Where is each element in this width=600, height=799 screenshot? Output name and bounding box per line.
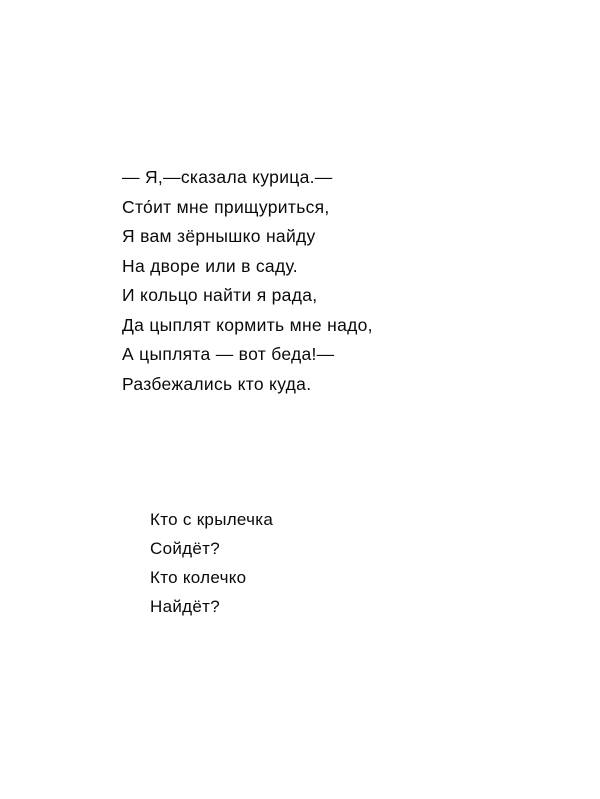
poem-line: А цыплята — вот беда!—: [122, 344, 335, 364]
poem-line: Кто с крылечка: [150, 510, 274, 529]
poem-line: Разбежались кто куда.: [122, 373, 312, 394]
stanza-2: [150, 505, 570, 621]
stanza-1: [122, 163, 542, 399]
poem-line: Сто́ит мне прищуриться,: [122, 196, 330, 217]
poem-line: Найдёт?: [150, 597, 220, 616]
poem-line: И кольцо найти я рада,: [122, 285, 318, 305]
poem-line: Да цыплят кормить мне надо,: [122, 314, 373, 335]
poem-line: Сойдёт?: [150, 539, 220, 558]
poem-line: Я вам зёрнышко найду: [122, 226, 316, 246]
poem-line: На дворе или в саду.: [122, 255, 298, 276]
poem-line: Кто колечко: [150, 568, 247, 587]
poem-line: — Я,—сказала курица.—: [122, 167, 333, 187]
